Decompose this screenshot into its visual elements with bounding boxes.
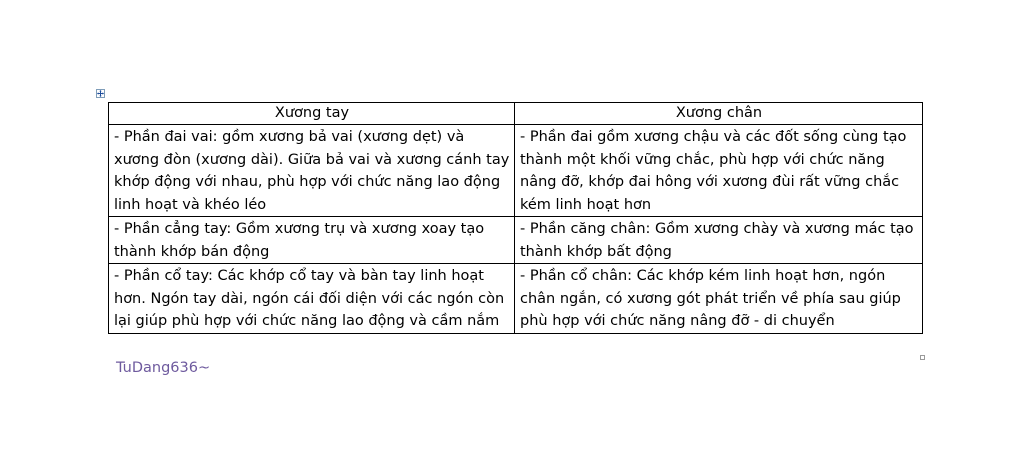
table-row (109, 217, 923, 264)
bone-comparison-table (108, 102, 923, 334)
table-cell[interactable]: - Phần cổ chân: Các khớp kém linh hoạt hơn, ngón chân ngắn, có xương gót phát triển về phía sau giúp phù hợp với chức năng nâng đỡ - di chuyển (515, 264, 923, 334)
table-cell[interactable]: - Phần đai gồm xương chậu và các đốt sống cùng tạo thành một khối vững chắc, phù hợp với chức năng nâng đỡ, khớp đai hông với xương đùi rất vững chắc kém linh hoạt hơn (515, 125, 923, 217)
table-cell[interactable]: - Phần căng chân: Gồm xương chày và xương mác tạo thành khớp bất động (515, 217, 923, 264)
header-cell-leg-bones[interactable]: Xương chân (515, 103, 923, 125)
table-cell[interactable]: - Phần cẳng tay: Gồm xương trụ và xương xoay tạo thành khớp bán động (109, 217, 515, 264)
table-row (109, 264, 923, 334)
header-cell-arm-bones[interactable]: Xương tay (109, 103, 515, 125)
table-cell[interactable]: - Phần cổ tay: Các khớp cổ tay và bàn tay linh hoạt hơn. Ngón tay dài, ngón cái đối diện với các ngón còn lại giúp phù hợp với chức năng lao động và cầm nắm (109, 264, 515, 334)
table-header-row (109, 103, 923, 125)
table-cell[interactable]: - Phần đai vai: gồm xương bả vai (xương dẹt) và xương đòn (xương dài). Giữa bả vai và xương cánh tay khớp động với nhau, phù hợp với chức năng lao động linh hoạt và khéo léo (109, 125, 515, 217)
table-row (109, 125, 923, 217)
table-resize-handle-icon[interactable] (920, 355, 925, 360)
watermark-text: TuDang636~ (116, 360, 211, 376)
table-move-handle-icon[interactable] (96, 89, 105, 98)
